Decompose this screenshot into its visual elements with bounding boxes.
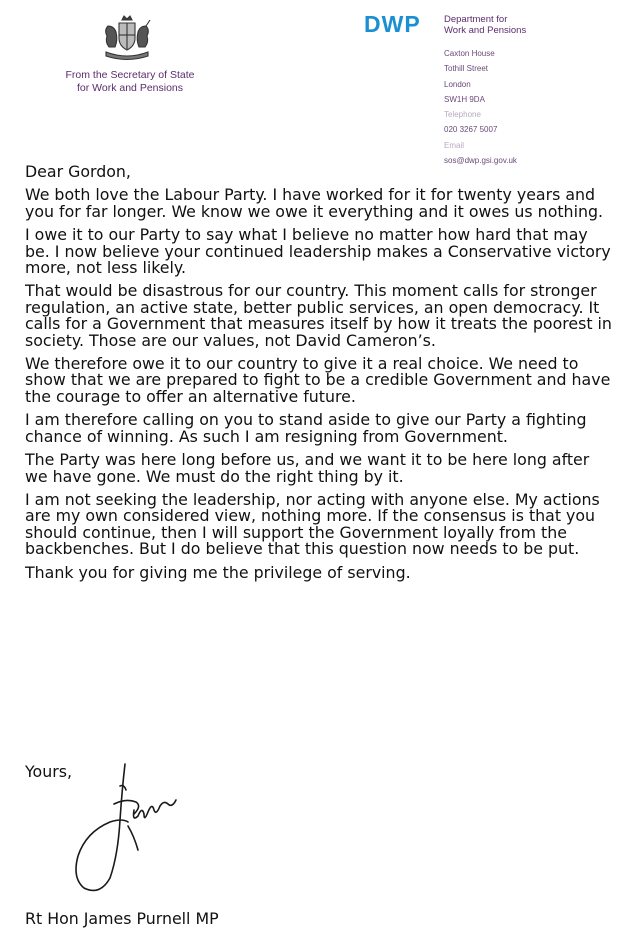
letter-paragraph: Thank you for giving me the privilege of serving. <box>25 562 411 582</box>
letter-paragraph: We both love the Labour Party. I have worked for it for twenty years and you for far longer. We know we owe it everything and it owes us nothing. <box>25 185 604 221</box>
letter-paragraph: I am not seeking the leadership, nor acting with anyone else. My actions are my own considered view, nothing more. If the consensus is that you should continue, then I will support the Government loyally from the backbenches. But I do believe that this question now needs to be put. <box>25 489 600 559</box>
telephone-number: 020 3267 5007 <box>444 125 498 135</box>
salutation: Dear Gordon, <box>25 162 131 181</box>
department-line: Work and Pensions <box>444 25 527 36</box>
royal-crest-icon <box>100 14 154 62</box>
signatory-name: Rt Hon James Purnell MP <box>25 909 219 928</box>
email-label: Email <box>444 140 465 150</box>
letter-paragraph: I owe it to our Party to say what I believe no matter how hard that may be. I now believe your continued leadership makes a Conservative victory more, not less likely. <box>25 225 611 278</box>
letter-paragraph: That would be disastrous for our country. This moment calls for stronger regulation, an active state, better public services, an open democracy. It calls for a Government that measures itself by how it treats the poorest in society. Those are our values, not David Cameron’s. <box>25 281 612 350</box>
address-city: London <box>444 79 471 89</box>
email-address: sos@dwp.gsi.gov.uk <box>444 156 517 166</box>
address-building: Caxton House <box>444 49 495 58</box>
letter-paragraph: The Party was here long before us, and we want it to be here long after we have gone. We must do the right thing by it. <box>25 450 590 486</box>
letter-body <box>25 164 615 588</box>
letter-paragraph: We therefore owe it to our country to give it a real choice. We need to show that we are prepared to fight to be a credible Government and have the courage to offer an alternative future. <box>25 354 611 406</box>
address-street: Tothill Street <box>444 64 489 74</box>
department-address <box>444 46 517 168</box>
closing: Yours, <box>25 762 72 781</box>
department-line: Department for <box>444 14 508 25</box>
sender-title <box>40 69 220 95</box>
sender-line: From the Secretary of State <box>65 69 195 81</box>
department-name <box>444 14 526 36</box>
signature-icon <box>70 760 200 900</box>
telephone-label: Telephone <box>444 110 481 120</box>
sender-line: for Work and Pensions <box>76 82 184 94</box>
address-postcode: SW1H 9DA <box>444 94 485 104</box>
letter-paragraph: I am therefore calling on you to stand aside to give our Party a fighting chance of winning. As such I am resigning from Government. <box>25 410 587 446</box>
dwp-logo: DWP <box>364 11 421 37</box>
